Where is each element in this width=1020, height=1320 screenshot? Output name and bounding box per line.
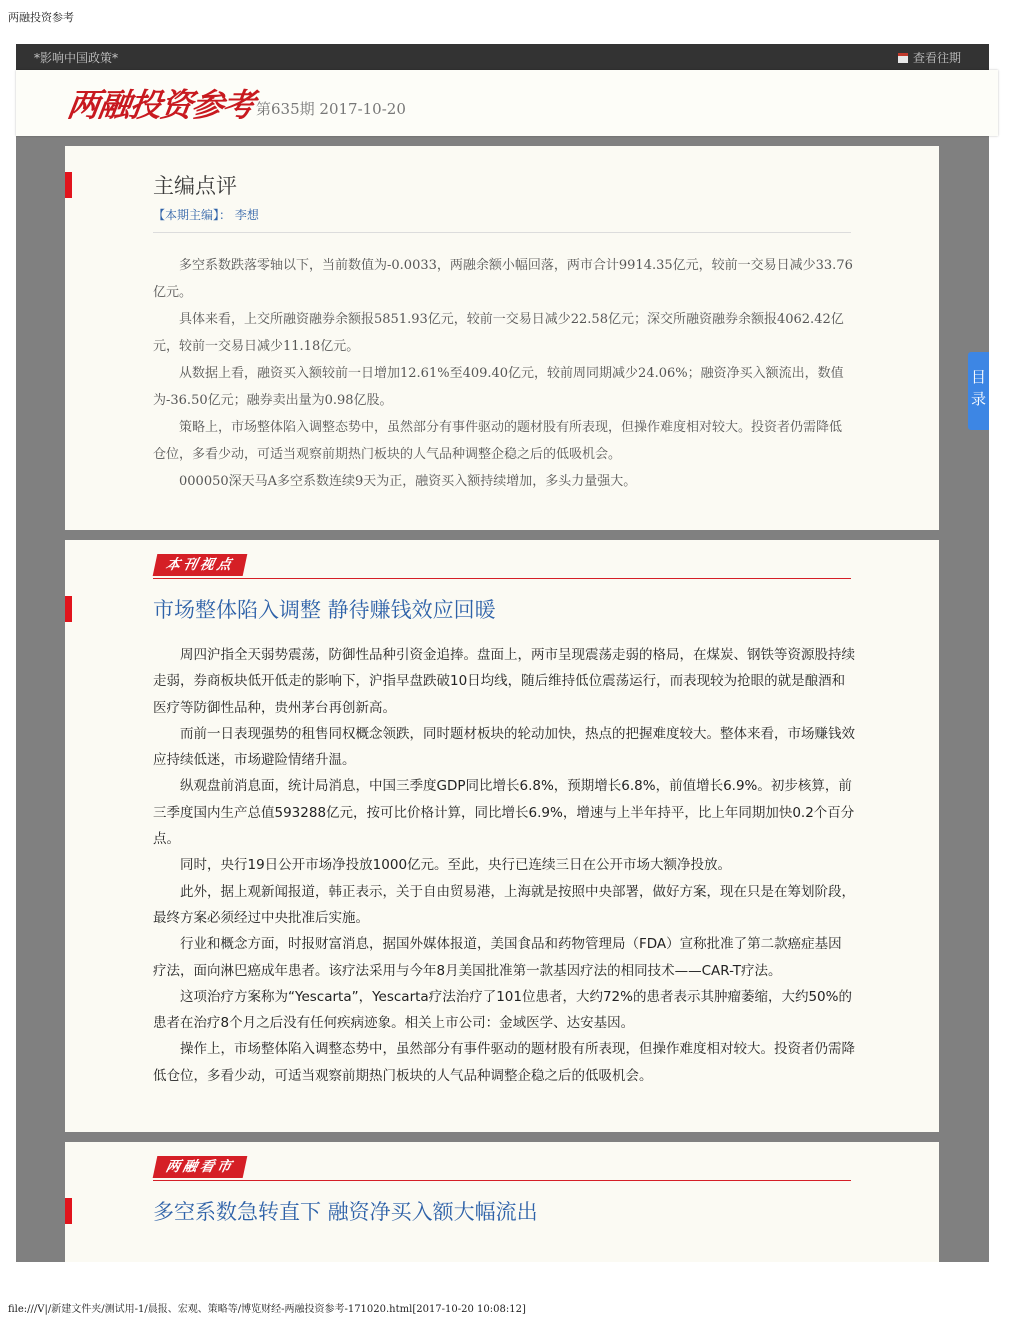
editor-comment-body xyxy=(153,252,853,495)
editor-line: 【本期主编】： 李想 xyxy=(153,208,259,222)
top-bar xyxy=(16,44,989,70)
archive-link[interactable] xyxy=(898,49,961,66)
section-line xyxy=(153,578,851,579)
paragraph: 具体来看，上交所融资融券余额报5851.93亿元，较前一交易日减少22.58亿元；深交所融资融券余额报4062.42亿元，较前一交易日减少11.18亿元。 xyxy=(153,312,844,354)
print-header: 两融投资参考 xyxy=(8,11,74,24)
section-label-margin-view: 两融看市 xyxy=(153,1156,248,1178)
divider xyxy=(153,232,851,233)
logo: 两融投资参考 xyxy=(65,86,257,124)
masthead xyxy=(16,70,998,136)
editor-comment-title: 主编点评 xyxy=(153,174,237,198)
section-label-viewpoint: 本刊视点 xyxy=(153,554,248,576)
paragraph: 策略上，市场整体陷入调整态势中，虽然部分有事件驱动的题材股有所表现，但操作难度相对较大。投资者仍需降低仓位，多看少动，可适当观察前期热门板块的人气品种调整企稳之后的低吸机会。 xyxy=(153,420,843,462)
section-marker xyxy=(65,172,72,198)
print-footer: file:///V|/新建文件夹/测试用-1/晨报、宏观、策略等/博览财经-两融投资参考-171020.html[2017-10-20 10:08:12] xyxy=(8,1304,526,1315)
archive-label: 查看往期 xyxy=(912,51,961,65)
paragraph: 周四沪指全天弱势震荡，防御性品种引资金追捧。盘面上，两市呈现震荡走弱的格局，在煤炭、钢铁等资源股持续走弱，券商板块低开低走的影响下，沪指早盘跌破10日均线，随后维持低位震荡运行，而表现较为抢眼的就是酿酒和医疗等防御性品种，贵州茅台再创新高。 xyxy=(153,647,855,716)
paragraph: 同时，央行19日公开市场净投放1000亿元。至此，央行已连续三日在公开市场大额净投放。 xyxy=(180,857,732,874)
paragraph: 多空系数跌落零轴以下，当前数值为-0.0033，两融余额小幅回落，两市合计9914.35亿元，较前一交易日减少33.76亿元。 xyxy=(153,258,853,300)
margin-view-title: 多空系数急转直下 融资净买入额大幅流出 xyxy=(153,1200,538,1224)
paragraph: 这项治疗方案称为“Yescarta”，Yescarta疗法治疗了101位患者，大约72%的患者表示其肿瘤萎缩，大约50%的患者在治疗8个月之后没有任何疾病迹象。相关上市公司：金域医学、达安基因。 xyxy=(153,988,852,1032)
paragraph: 行业和概念方面，时报财富消息，据国外媒体报道，美国食品和药物管理局（FDA）宣称批准了第二款癌症基因疗法，面向淋巴癌成年患者。该疗法采用与今年8月美国批准第一款基因疗法的相同技术——CAR-T疗法。 xyxy=(153,936,842,979)
paragraph: 此外，据上观新闻报道，韩正表示，关于自由贸易港，上海就是按照中央部署，做好方案，现在只是在筹划阶段，最终方案必须经过中央批准后实施。 xyxy=(153,883,855,926)
viewpoint-title: 市场整体陷入调整 静待赚钱效应回暖 xyxy=(153,598,496,622)
paragraph: 纵观盘前消息面，统计局消息，中国三季度GDP同比增长6.8%，预期增长6.8%，前值增长6.9%。初步核算，前三季度国内生产总值593288亿元，按可比价格计算，同比增长6.9%，增速与上半年持平，比上年同期加快0.2个百分点。 xyxy=(153,778,855,848)
paragraph: 而前一日表现强势的租售同权概念领跌，同时题材板块的轮动加快，热点的把握难度较大。整体来看，市场赚钱效应持续低迷，市场避险情绪升温。 xyxy=(153,725,855,769)
section-marker xyxy=(65,1198,72,1224)
margin-view-panel xyxy=(65,1142,939,1262)
section-marker xyxy=(65,596,72,622)
calendar-icon xyxy=(898,53,908,63)
toc-tab-char: 目 xyxy=(970,368,986,386)
paragraph: 操作上，市场整体陷入调整态势中，虽然部分有事件驱动的题材股有所表现，但操作难度相对较大。投资者仍需降低仓位，多看少动，可适当观察前期热门板块的人气品种调整企稳之后的低吸机会。 xyxy=(153,1041,855,1084)
paragraph: 从数据上看，融资买入额较前一日增加12.61%至409.40亿元，较前周同期减少24.06%；融资净买入额流出，数值为-36.50亿元；融券卖出量为0.98亿股。 xyxy=(153,366,844,408)
section-line xyxy=(153,1180,851,1181)
viewpoint-body xyxy=(153,642,855,1089)
toc-tab-char: 录 xyxy=(970,390,986,408)
editor-comment-panel xyxy=(65,146,939,530)
paragraph: 000050深天马A多空系数连续9天为正，融资买入额持续增加，多头力量强大。 xyxy=(179,474,637,489)
viewpoint-panel xyxy=(65,540,939,1132)
toc-tab[interactable] xyxy=(968,352,989,430)
issue-info: 第635期 2017-10-20 xyxy=(256,100,406,118)
slogan: *影响中国政策* xyxy=(34,51,119,65)
